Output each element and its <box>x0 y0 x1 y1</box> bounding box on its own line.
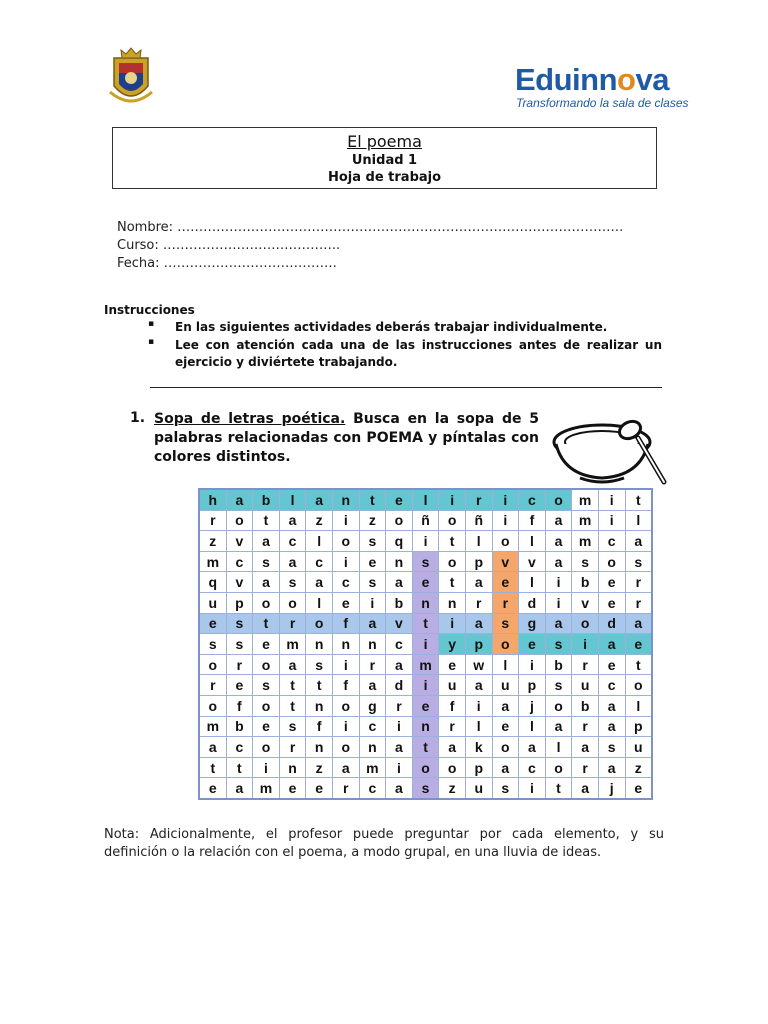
exercise-body: Busca en la sopa de 5 palabras relacionadas con POEMA y píntalas con colores distintos. <box>154 411 539 465</box>
eduinnova-logo <box>515 62 689 112</box>
grid-cell[interactable]: n <box>332 634 359 655</box>
grid-cell[interactable]: i <box>359 592 386 613</box>
grid-cell[interactable]: t <box>545 778 572 799</box>
grid-cell[interactable]: a <box>359 613 386 634</box>
grid-row <box>199 675 652 696</box>
grid-cell[interactable]: c <box>279 531 306 552</box>
grid-cell[interactable]: f <box>332 613 359 634</box>
grid-cell[interactable]: c <box>359 778 386 799</box>
grid-cell[interactable]: l <box>306 531 333 552</box>
unit-label: Unidad 1 <box>351 153 418 168</box>
grid-cell[interactable]: t <box>253 510 280 531</box>
grid-cell[interactable]: a <box>492 695 519 716</box>
teacher-note: Nota: Adicionalmente, el profesor puede preguntar por cada elemento, y su definición o la relación con el poema, a modo grupal, en una lluvia de ideas. <box>104 827 664 860</box>
grid-cell[interactable]: i <box>545 592 572 613</box>
grid-cell[interactable]: o <box>199 695 226 716</box>
grid-cell[interactable]: b <box>226 716 253 737</box>
grid-cell[interactable]: r <box>572 654 599 675</box>
grid-cell[interactable]: r <box>492 592 519 613</box>
grid-row <box>199 572 652 593</box>
grid-cell[interactable]: a <box>439 737 466 758</box>
grid-cell[interactable]: e <box>412 572 439 593</box>
grid-cell[interactable]: t <box>253 613 280 634</box>
grid-cell[interactable]: l <box>279 489 306 510</box>
grid-cell[interactable]: a <box>279 551 306 572</box>
grid-cell[interactable]: c <box>226 551 253 572</box>
grid-cell[interactable]: p <box>625 716 652 737</box>
grid-cell[interactable]: e <box>598 654 625 675</box>
grid-cell[interactable]: o <box>625 675 652 696</box>
grid-cell[interactable]: c <box>226 737 253 758</box>
grid-cell[interactable]: l <box>306 592 333 613</box>
grid-cell[interactable]: e <box>386 489 413 510</box>
grid-cell[interactable]: a <box>598 634 625 655</box>
grid-cell[interactable]: s <box>253 675 280 696</box>
grid-cell[interactable]: i <box>439 489 466 510</box>
grid-cell[interactable]: o <box>386 510 413 531</box>
grid-cell[interactable]: a <box>386 654 413 675</box>
grid-row <box>199 531 652 552</box>
grid-cell[interactable]: o <box>253 737 280 758</box>
bullet-icon: ▪ <box>148 319 155 329</box>
grid-cell[interactable]: a <box>598 716 625 737</box>
grid-cell[interactable]: c <box>332 572 359 593</box>
grid-cell[interactable]: m <box>572 510 599 531</box>
grid-cell[interactable]: g <box>519 613 546 634</box>
brand-name: Eduinnova <box>515 62 669 97</box>
grid-cell[interactable]: i <box>332 551 359 572</box>
grid-cell[interactable]: o <box>439 757 466 778</box>
grid-cell[interactable]: l <box>519 572 546 593</box>
grid-cell[interactable]: o <box>332 695 359 716</box>
grid-cell[interactable]: e <box>519 634 546 655</box>
grid-cell[interactable]: e <box>226 675 253 696</box>
instruction-text: En las siguientes actividades deberás trabajar individualmente. <box>175 320 608 334</box>
grid-cell[interactable]: l <box>519 531 546 552</box>
grid-cell[interactable]: c <box>359 716 386 737</box>
grid-cell[interactable]: l <box>412 489 439 510</box>
instruction-text: Lee con atención cada una de las instrucciones antes de realizar un ejercicio y diviértete trabajando. <box>175 338 662 369</box>
grid-cell[interactable]: s <box>545 675 572 696</box>
grid-cell[interactable]: v <box>226 572 253 593</box>
grid-cell[interactable]: t <box>439 531 466 552</box>
grid-cell[interactable]: t <box>412 613 439 634</box>
grid-cell[interactable]: o <box>253 654 280 675</box>
grid-row <box>199 592 652 613</box>
grid-cell[interactable]: r <box>226 654 253 675</box>
grid-cell[interactable]: r <box>386 695 413 716</box>
grid-cell[interactable]: q <box>199 572 226 593</box>
grid-cell[interactable]: l <box>625 510 652 531</box>
grid-cell[interactable]: a <box>598 757 625 778</box>
grid-row <box>199 716 652 737</box>
grid-cell[interactable]: u <box>465 778 492 799</box>
grid-cell[interactable]: a <box>465 675 492 696</box>
grid-cell[interactable]: r <box>625 572 652 593</box>
grid-cell[interactable]: a <box>306 572 333 593</box>
grid-cell[interactable]: m <box>359 757 386 778</box>
grid-cell[interactable]: b <box>253 489 280 510</box>
grid-cell[interactable]: n <box>359 634 386 655</box>
grid-cell[interactable]: b <box>545 654 572 675</box>
grid-cell[interactable]: p <box>226 592 253 613</box>
grid-cell[interactable]: c <box>306 551 333 572</box>
grid-cell[interactable]: e <box>332 592 359 613</box>
grid-cell[interactable]: n <box>359 737 386 758</box>
grid-cell[interactable]: a <box>545 531 572 552</box>
university-seal-logo <box>104 44 158 110</box>
grid-cell[interactable]: m <box>253 778 280 799</box>
grid-cell[interactable]: a <box>545 551 572 572</box>
divider <box>150 387 662 388</box>
grid-cell[interactable]: u <box>572 675 599 696</box>
instructions-heading: Instrucciones <box>104 303 195 317</box>
grid-cell[interactable]: n <box>306 737 333 758</box>
grid-cell[interactable]: a <box>253 531 280 552</box>
grid-cell[interactable]: o <box>439 510 466 531</box>
grid-cell[interactable]: s <box>625 551 652 572</box>
grid-row <box>199 489 652 510</box>
grid-cell[interactable]: n <box>412 592 439 613</box>
grid-cell[interactable]: s <box>545 634 572 655</box>
grid-cell[interactable]: f <box>226 695 253 716</box>
document-title: El poema <box>347 132 422 151</box>
grid-cell[interactable]: r <box>279 737 306 758</box>
grid-cell[interactable]: i <box>492 489 519 510</box>
grid-cell[interactable]: i <box>598 489 625 510</box>
grid-cell[interactable]: b <box>572 572 599 593</box>
grid-cell[interactable]: a <box>545 613 572 634</box>
grid-cell[interactable]: e <box>199 778 226 799</box>
grid-cell[interactable]: b <box>572 695 599 716</box>
grid-cell[interactable]: e <box>279 778 306 799</box>
grid-cell[interactable]: u <box>199 592 226 613</box>
grid-cell[interactable]: z <box>199 531 226 552</box>
grid-cell[interactable]: n <box>386 551 413 572</box>
grid-cell[interactable]: r <box>279 613 306 634</box>
grid-cell[interactable]: p <box>465 634 492 655</box>
grid-cell[interactable]: i <box>332 510 359 531</box>
grid-cell[interactable]: o <box>253 695 280 716</box>
grid-cell[interactable]: n <box>412 716 439 737</box>
grid-cell[interactable]: s <box>412 778 439 799</box>
grid-cell[interactable]: n <box>332 489 359 510</box>
grid-cell[interactable]: o <box>306 613 333 634</box>
grid-cell[interactable]: c <box>386 634 413 655</box>
grid-cell[interactable]: e <box>439 654 466 675</box>
grid-cell[interactable]: a <box>465 613 492 634</box>
grid-cell[interactable]: r <box>572 757 599 778</box>
grid-cell[interactable]: b <box>386 592 413 613</box>
grid-cell[interactable]: s <box>412 551 439 572</box>
grid-cell[interactable]: i <box>332 716 359 737</box>
grid-cell[interactable]: a <box>386 572 413 593</box>
grid-row <box>199 510 652 531</box>
grid-cell[interactable]: t <box>279 675 306 696</box>
grid-cell[interactable]: a <box>253 572 280 593</box>
grid-cell[interactable]: s <box>279 572 306 593</box>
grid-row <box>199 654 652 675</box>
grid-cell[interactable]: k <box>465 737 492 758</box>
grid-cell[interactable]: r <box>439 716 466 737</box>
grid-row <box>199 778 652 799</box>
grid-cell[interactable]: o <box>492 531 519 552</box>
worksheet-label: Hoja de trabajo <box>327 170 442 185</box>
grid-cell[interactable]: a <box>279 654 306 675</box>
grid-cell[interactable]: c <box>598 531 625 552</box>
grid-cell[interactable]: z <box>625 757 652 778</box>
grid-cell[interactable]: i <box>253 757 280 778</box>
grid-cell[interactable]: u <box>439 675 466 696</box>
grid-cell[interactable]: d <box>519 592 546 613</box>
grid-cell[interactable]: f <box>439 695 466 716</box>
grid-cell[interactable]: f <box>519 510 546 531</box>
grid-cell[interactable]: n <box>439 592 466 613</box>
grid-cell[interactable]: r <box>359 654 386 675</box>
grid-cell[interactable]: e <box>625 634 652 655</box>
grid-cell[interactable]: a <box>226 489 253 510</box>
grid-cell[interactable]: r <box>465 489 492 510</box>
grid-cell[interactable]: f <box>332 675 359 696</box>
grid-cell[interactable]: a <box>545 716 572 737</box>
grid-cell[interactable]: r <box>625 592 652 613</box>
grid-cell[interactable]: ñ <box>412 510 439 531</box>
grid-cell[interactable]: a <box>625 613 652 634</box>
grid-row <box>199 551 652 572</box>
grid-cell[interactable]: i <box>598 510 625 531</box>
grid-cell[interactable]: o <box>412 757 439 778</box>
grid-cell[interactable]: a <box>226 778 253 799</box>
grid-cell[interactable]: s <box>572 551 599 572</box>
grid-cell[interactable]: e <box>253 634 280 655</box>
grid-cell[interactable]: a <box>359 675 386 696</box>
grid-cell[interactable]: v <box>386 613 413 634</box>
grid-cell[interactable]: e <box>598 572 625 593</box>
grid-cell[interactable]: t <box>226 757 253 778</box>
grid-cell[interactable]: d <box>598 613 625 634</box>
grid-cell[interactable]: a <box>572 737 599 758</box>
grid-cell[interactable]: a <box>279 510 306 531</box>
grid-cell[interactable]: a <box>306 489 333 510</box>
grid-cell[interactable]: d <box>386 675 413 696</box>
grid-cell[interactable]: e <box>625 778 652 799</box>
grid-cell[interactable]: e <box>598 592 625 613</box>
grid-cell[interactable]: e <box>359 551 386 572</box>
word-search-grid <box>198 488 653 800</box>
grid-cell[interactable]: m <box>199 551 226 572</box>
grid-cell[interactable]: j <box>519 695 546 716</box>
exercise-title: Sopa de letras poética. <box>154 411 346 427</box>
grid-row <box>199 613 652 634</box>
grid-cell[interactable]: z <box>306 757 333 778</box>
grid-cell[interactable]: s <box>226 634 253 655</box>
grid-cell[interactable]: s <box>359 531 386 552</box>
grid-cell[interactable]: t <box>625 489 652 510</box>
grid-cell[interactable]: l <box>465 531 492 552</box>
grid-row <box>199 695 652 716</box>
grid-cell[interactable]: z <box>306 510 333 531</box>
grid-cell[interactable]: z <box>359 510 386 531</box>
grid-cell[interactable]: e <box>492 572 519 593</box>
grid-cell[interactable]: i <box>465 695 492 716</box>
grid-cell[interactable]: r <box>332 778 359 799</box>
grid-cell[interactable]: a <box>199 737 226 758</box>
grid-cell[interactable]: i <box>412 675 439 696</box>
grid-cell[interactable]: n <box>306 695 333 716</box>
grid-cell[interactable]: i <box>386 716 413 737</box>
grid-cell[interactable]: o <box>598 551 625 572</box>
grid-cell[interactable]: i <box>545 572 572 593</box>
course-field[interactable]: Curso: ………………………………….. <box>117 238 341 253</box>
grid-cell[interactable]: w <box>465 654 492 675</box>
grid-cell[interactable]: o <box>332 531 359 552</box>
grid-cell[interactable]: r <box>199 675 226 696</box>
grid-cell[interactable]: s <box>492 778 519 799</box>
title-box <box>112 127 657 189</box>
grid-cell[interactable]: a <box>572 778 599 799</box>
grid-cell[interactable]: e <box>199 613 226 634</box>
grid-cell[interactable]: n <box>306 634 333 655</box>
grid-cell[interactable]: c <box>519 489 546 510</box>
grid-cell[interactable]: o <box>545 695 572 716</box>
grid-cell[interactable]: a <box>598 695 625 716</box>
grid-cell[interactable]: p <box>465 757 492 778</box>
grid-cell[interactable]: i <box>412 634 439 655</box>
grid-cell[interactable]: l <box>545 737 572 758</box>
date-field[interactable]: Fecha: …………………………………. <box>117 256 337 271</box>
grid-cell[interactable]: g <box>359 695 386 716</box>
grid-cell[interactable]: i <box>572 634 599 655</box>
brand-tagline: Transformando la sala de clases <box>516 96 689 110</box>
grid-cell[interactable]: i <box>386 757 413 778</box>
grid-cell[interactable]: t <box>412 737 439 758</box>
grid-cell[interactable]: q <box>386 531 413 552</box>
grid-cell[interactable]: s <box>492 613 519 634</box>
grid-cell[interactable]: e <box>306 778 333 799</box>
grid-cell[interactable]: i <box>332 654 359 675</box>
grid-cell[interactable]: y <box>439 634 466 655</box>
bullet-icon: ▪ <box>148 337 155 347</box>
grid-cell[interactable]: v <box>226 531 253 552</box>
grid-cell[interactable]: a <box>625 531 652 552</box>
grid-cell[interactable]: m <box>572 489 599 510</box>
grid-cell[interactable]: i <box>519 654 546 675</box>
grid-cell[interactable]: a <box>545 510 572 531</box>
grid-cell[interactable]: v <box>572 592 599 613</box>
name-field[interactable]: Nombre: …………………………………………………………………………………………. <box>117 220 624 235</box>
grid-cell[interactable]: m <box>199 716 226 737</box>
grid-cell[interactable]: o <box>253 592 280 613</box>
grid-cell[interactable]: o <box>439 551 466 572</box>
grid-cell[interactable]: l <box>519 716 546 737</box>
grid-cell[interactable]: s <box>598 737 625 758</box>
grid-cell[interactable]: a <box>386 737 413 758</box>
grid-cell[interactable]: t <box>625 654 652 675</box>
grid-cell[interactable]: n <box>279 757 306 778</box>
grid-cell[interactable]: r <box>199 510 226 531</box>
grid-cell[interactable]: u <box>492 675 519 696</box>
grid-cell[interactable]: u <box>625 737 652 758</box>
grid-cell[interactable]: t <box>439 572 466 593</box>
grid-cell[interactable]: o <box>199 654 226 675</box>
grid-cell[interactable]: m <box>412 654 439 675</box>
grid-cell[interactable]: p <box>465 551 492 572</box>
grid-cell[interactable]: o <box>332 737 359 758</box>
grid-row <box>199 737 652 758</box>
grid-cell[interactable]: t <box>306 675 333 696</box>
grid-cell[interactable]: s <box>306 654 333 675</box>
grid-cell[interactable]: p <box>519 675 546 696</box>
grid-cell[interactable]: l <box>492 654 519 675</box>
grid-cell[interactable]: a <box>465 572 492 593</box>
grid-cell[interactable]: m <box>572 531 599 552</box>
grid-cell[interactable]: s <box>226 613 253 634</box>
grid-cell[interactable]: o <box>226 510 253 531</box>
grid-cell[interactable]: e <box>253 716 280 737</box>
grid-cell[interactable]: o <box>492 634 519 655</box>
grid-cell[interactable]: s <box>359 572 386 593</box>
grid-cell[interactable]: m <box>279 634 306 655</box>
grid-cell[interactable]: a <box>386 778 413 799</box>
grid-cell[interactable]: h <box>199 489 226 510</box>
grid-cell[interactable]: e <box>412 695 439 716</box>
grid-cell[interactable]: f <box>306 716 333 737</box>
grid-cell[interactable]: l <box>625 695 652 716</box>
grid-cell[interactable]: i <box>492 510 519 531</box>
grid-cell[interactable]: t <box>199 757 226 778</box>
grid-cell[interactable]: e <box>492 716 519 737</box>
grid-cell[interactable]: o <box>279 592 306 613</box>
grid-row <box>199 634 652 655</box>
grid-cell[interactable]: l <box>465 716 492 737</box>
exercise-statement <box>154 410 539 467</box>
exercise-number: 1. <box>130 410 146 426</box>
grid-cell[interactable]: ñ <box>465 510 492 531</box>
grid-row <box>199 757 652 778</box>
grid-cell[interactable]: i <box>412 531 439 552</box>
grid-cell[interactable]: v <box>519 551 546 572</box>
grid-cell[interactable]: o <box>492 737 519 758</box>
grid-cell[interactable]: r <box>572 716 599 737</box>
grid-cell[interactable]: t <box>359 489 386 510</box>
grid-cell[interactable]: s <box>253 551 280 572</box>
grid-cell[interactable]: t <box>279 695 306 716</box>
grid-cell[interactable]: v <box>492 551 519 572</box>
grid-cell[interactable]: o <box>572 613 599 634</box>
grid-cell[interactable]: r <box>465 592 492 613</box>
grid-cell[interactable]: s <box>199 634 226 655</box>
grid-cell[interactable]: i <box>439 613 466 634</box>
grid-cell[interactable]: s <box>279 716 306 737</box>
grid-cell[interactable]: c <box>519 757 546 778</box>
grid-cell[interactable]: a <box>519 737 546 758</box>
grid-cell[interactable]: z <box>439 778 466 799</box>
grid-cell[interactable]: a <box>332 757 359 778</box>
grid-cell[interactable]: a <box>492 757 519 778</box>
grid-cell[interactable]: j <box>598 778 625 799</box>
soup-bowl-icon <box>550 404 672 490</box>
grid-cell[interactable]: i <box>519 778 546 799</box>
grid-cell[interactable]: o <box>545 757 572 778</box>
grid-cell[interactable]: o <box>545 489 572 510</box>
grid-cell[interactable]: c <box>598 675 625 696</box>
